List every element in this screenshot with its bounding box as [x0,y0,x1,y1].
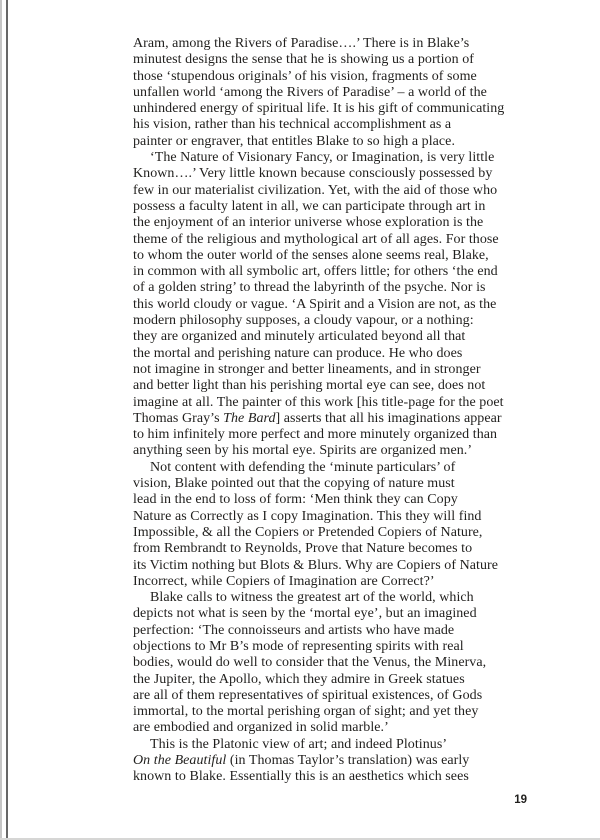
text-line: of a golden string’ to thread the labyrinth of the psyche. Nor is [133,280,486,296]
text-line: Aram, among the Rivers of Paradise….’ There is in Blake’s [133,36,470,51]
text-line: to whom the outer world of the senses alone seems real, Blake, [133,247,489,263]
text-line: and better light than his perishing mortal eye can see, does not [133,378,486,394]
text-line: from Rembrandt to Reynolds, Prove that Nature becomes to [133,541,473,557]
text-line: depicts not what is seen by the ‘mortal eye’, but an imagined [133,606,477,622]
text-line: minutest designs the sense that he is showing us a portion of [133,52,474,68]
text-line: the mortal and perishing nature can produce. He who does [133,345,463,361]
text-line: the enjoyment of an interior universe whose exploration is the [133,215,484,231]
text-line: those ‘stupendous originals’ of his vision, fragments of some [133,68,477,84]
text-line: This is the Platonic view of art; and indeed Plotinus’ [150,736,448,752]
text-line: his vision, rather than his technical accomplishment as a [133,117,452,133]
text-line: vision, Blake pointed out that the copying of nature must [133,476,455,492]
page-number: 19 [514,794,527,806]
text-line: modern philosophy supposes, a cloudy vapour, or a nothing: [133,313,474,329]
text-line: imagine at all. The painter of this work [his title-page for the poet [133,394,504,410]
text-line: are all of them representatives of spiritual existences, of Gods [133,687,483,703]
text-line: this world cloudy or vague. ‘A Spirit and a Vision are not, as the [133,296,497,312]
text-line: On the Beautiful (in Thomas Taylor’s translation) was early [133,753,470,769]
text-line: theme of the religious and mythological art of all ages. For those [133,231,499,247]
text-line: Known….’ Very little known because consciously possessed by [133,166,493,182]
text-line: ‘The Nature of Visionary Fancy, or Imagination, is very little [150,150,495,166]
text-line: Impossible, & all the Copiers or Pretended Copiers of Nature, [133,524,483,540]
text-line: few in our materialist civilization. Yet, with the aid of those who [133,182,498,198]
text-line: its Victim nothing but Blots & Blurs. Why are Copiers of Nature [133,557,498,573]
page-left-outer-edge-line [0,0,2,840]
paragraph [133,150,533,460]
text-line: perfection: ‘The connoisseurs and artists who have made [133,622,455,638]
text-line: painter or engraver, that entitles Blake to so high a place. [133,133,455,149]
text-line: unfallen world ‘among the Rivers of Paradise’ – a world of the [133,84,487,100]
paragraph [133,590,533,737]
text-line: to him infinitely more perfect and more minutely organized than [133,427,498,443]
text-line: are embodied and organized in solid marble.’ [133,720,389,736]
page-left-inner-edge-line [6,0,8,838]
text-line: objections to Mr B’s mode of representing spirits with real [133,638,464,654]
text-block [133,36,533,786]
text-line: the Jupiter, the Apollo, which they admire in Greek statues [133,671,465,687]
paragraph [133,460,533,590]
text-line: not imagine in stronger and better lineaments, and in stronger [133,361,481,377]
paragraph [133,737,533,786]
text-line: in common with all symbolic art, offers little; for others ‘the end [133,264,498,280]
text-line: immortal, to the mortal perishing organ of sight; and yet they [133,704,479,720]
text-line: Nature as Correctly as I copy Imagination. This they will find [133,508,482,524]
paragraph [133,36,533,150]
text-line: Incorrect, while Copiers of Imagination are Correct?’ [133,573,435,589]
text-line: Blake calls to witness the greatest art of the world, which [150,590,474,606]
text-line: possess a faculty latent in all, we can participate through art in [133,198,486,214]
text-line: bodies, would do well to consider that the Venus, the Minerva, [133,655,487,671]
text-line: known to Blake. Essentially this is an aesthetics which sees [133,769,469,785]
text-line: unhindered energy of spiritual life. It is his gift of communicating [133,101,505,117]
text-line: lead in the end to loss of form: ‘Men think they can Copy [133,492,458,508]
text-line: Not content with defending the ‘minute particulars’ of [150,459,456,475]
text-line: Thomas Gray’s The Bard] asserts that all his imaginations appear [133,410,502,426]
text-line: anything seen by his mortal eye. Spirits are organized men.’ [133,443,473,459]
text-line: they are organized and minutely articulated beyond all that [133,329,466,345]
